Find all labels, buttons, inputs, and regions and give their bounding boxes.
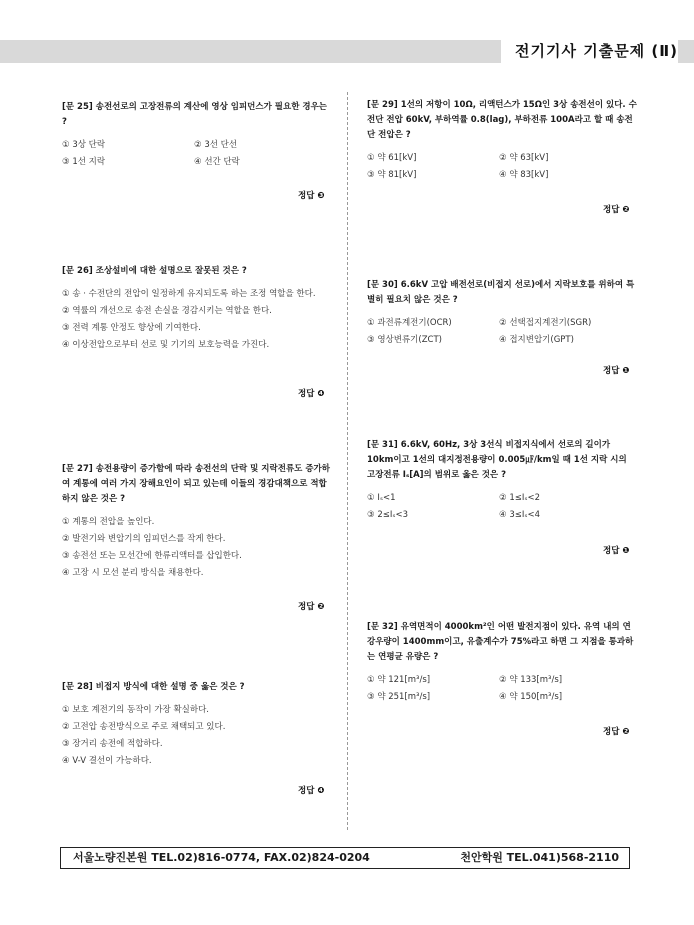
options: [62, 138, 332, 170]
question-number: [문 27]: [62, 464, 93, 474]
option-1[interactable]: ① 송 · 수전단의 전압이 일정하게 유지되도록 하는 조정 역할을 한다.: [62, 289, 316, 299]
options: [62, 703, 332, 769]
option-4[interactable]: ④ 접지변압기(GPT): [499, 335, 574, 345]
option-1[interactable]: ① 보호 계전기의 동작이 가장 확실하다.: [62, 705, 209, 715]
answer-25: 정답 ❸: [298, 191, 325, 201]
page-title: 전기기사 기출문제 (Ⅱ): [501, 38, 678, 64]
option-2[interactable]: ② 역률의 개선으로 송전 손실을 경감시키는 역할을 한다.: [62, 306, 272, 316]
question-number: [문 26]: [62, 266, 93, 276]
question-number: [문 28]: [62, 682, 93, 692]
option-3[interactable]: ③ 송전선 또는 모선간에 한류리액터를 삽입한다.: [62, 551, 242, 561]
answer-30: 정답 ❶: [603, 366, 630, 376]
question-31: [367, 438, 637, 523]
option-2[interactable]: ② 1≤Iₛ<2: [499, 493, 541, 503]
question-29: [367, 98, 637, 183]
footer-contact-box: [60, 847, 630, 869]
question-text: 유역면적이 4000km²인 어떤 발전지점이 있다. 유역 내의 연강우량이 1400mm이고, 유출계수가 75%라고 하면 그 지점을 통과하는 연평균 유량은 ?: [367, 622, 634, 662]
question-text: 6.6kV, 60Hz, 3상 3선식 비접지식에서 선로의 길이가 10km이고 1선의 대지정전용량이 0.005㎌/km일 때 1선 지락 시의 고장전류 Iₛ[A]의 범위로 옳은 것은 ?: [367, 440, 627, 480]
option-3[interactable]: ③ 장거리 송전에 적합하다.: [62, 739, 163, 749]
question-26: [62, 264, 332, 353]
answer-27: 정답 ❷: [298, 602, 325, 612]
answer-29: 정답 ❷: [603, 205, 630, 215]
option-3[interactable]: ③ 전력 계통 안정도 향상에 기여한다.: [62, 323, 201, 333]
column-divider: [347, 92, 348, 830]
option-2[interactable]: ② 약 133[m³/s]: [499, 675, 563, 685]
footer-seoul-contact: 서울노량진본원 TEL.02)816-0774, FAX.02)824-0204: [73, 851, 370, 864]
question-text: 조상설비에 대한 설명으로 잘못된 것은 ?: [95, 266, 247, 276]
option-4[interactable]: ④ V-V 결선이 가능하다.: [62, 756, 152, 766]
option-3[interactable]: ③ 약 81[kV]: [367, 170, 417, 180]
option-1[interactable]: ① Iₛ<1: [367, 493, 396, 503]
question-text: 송전용량이 증가함에 따라 송전선의 단락 및 지락전류도 증가하여 계통에 여러 가지 장해요인이 되고 있는데 이들의 경감대책으로 적합하지 않은 것은 ?: [62, 464, 330, 504]
option-1[interactable]: ① 과전류계전기(OCR): [367, 318, 452, 328]
option-2[interactable]: ② 3선 단선: [194, 140, 238, 150]
option-2[interactable]: ② 발전기와 변압기의 임피던스를 작게 한다.: [62, 534, 226, 544]
options: [62, 287, 332, 353]
question-text: 송전선로의 고장전류의 계산에 영상 임피던스가 필요한 경우는 ?: [62, 102, 327, 127]
option-2[interactable]: ② 약 63[kV]: [499, 153, 549, 163]
option-1[interactable]: ① 3상 단락: [62, 140, 106, 150]
question-number: [문 31]: [367, 440, 398, 450]
question-number: [문 30]: [367, 280, 398, 290]
option-2[interactable]: ② 고전압 송전방식으로 주로 채택되고 있다.: [62, 722, 226, 732]
option-4[interactable]: ④ 약 150[m³/s]: [499, 692, 563, 702]
question-number: [문 32]: [367, 622, 398, 632]
option-3[interactable]: ③ 2≤Iₛ<3: [367, 510, 409, 520]
option-1[interactable]: ① 약 121[m³/s]: [367, 675, 431, 685]
option-4[interactable]: ④ 선간 단락: [194, 157, 240, 167]
question-27: [62, 462, 332, 581]
footer-cheonan-contact: 천안학원 TEL.041)568-2110: [460, 851, 619, 864]
question-number: [문 25]: [62, 102, 93, 112]
answer-28: 정답 ❹: [298, 786, 325, 796]
question-number: [문 29]: [367, 100, 398, 110]
question-25: [62, 100, 332, 170]
options: [62, 515, 332, 581]
answer-32: 정답 ❷: [603, 727, 630, 737]
option-4[interactable]: ④ 약 83[kV]: [499, 170, 549, 180]
options: [367, 151, 637, 183]
option-2[interactable]: ② 선택접지계전기(SGR): [499, 318, 592, 328]
option-3[interactable]: ③ 영상변류기(ZCT): [367, 335, 442, 345]
question-28: [62, 680, 332, 769]
question-text: 1선의 저항이 10Ω, 리액턴스가 15Ω인 3상 송전선이 있다. 수전단 전압 60kV, 부하역률 0.8(lag), 부하전류 100A라고 할 때 송전단 전압은 ?: [367, 100, 637, 140]
option-3[interactable]: ③ 약 251[m³/s]: [367, 692, 431, 702]
option-4[interactable]: ④ 3≤Iₛ<4: [499, 510, 541, 520]
options: [367, 491, 637, 523]
options: [367, 673, 637, 705]
option-1[interactable]: ① 약 61[kV]: [367, 153, 417, 163]
question-32: [367, 620, 637, 705]
option-3[interactable]: ③ 1선 지락: [62, 157, 106, 167]
option-4[interactable]: ④ 고장 시 모선 분리 방식을 채용한다.: [62, 568, 204, 578]
question-30: [367, 278, 637, 348]
option-1[interactable]: ① 계통의 전압을 높인다.: [62, 517, 155, 527]
options: [367, 316, 637, 348]
option-4[interactable]: ④ 이상전압으로부터 선로 및 기기의 보호능력을 가진다.: [62, 340, 270, 350]
question-text: 6.6kV 고압 배전선로(비접지 선로)에서 지락보호를 위하여 특별히 필요치 않은 것은 ?: [367, 280, 635, 305]
question-text: 비접지 방식에 대한 설명 중 옳은 것은 ?: [95, 682, 245, 692]
answer-26: 정답 ❹: [298, 389, 325, 399]
answer-31: 정답 ❶: [603, 546, 630, 556]
